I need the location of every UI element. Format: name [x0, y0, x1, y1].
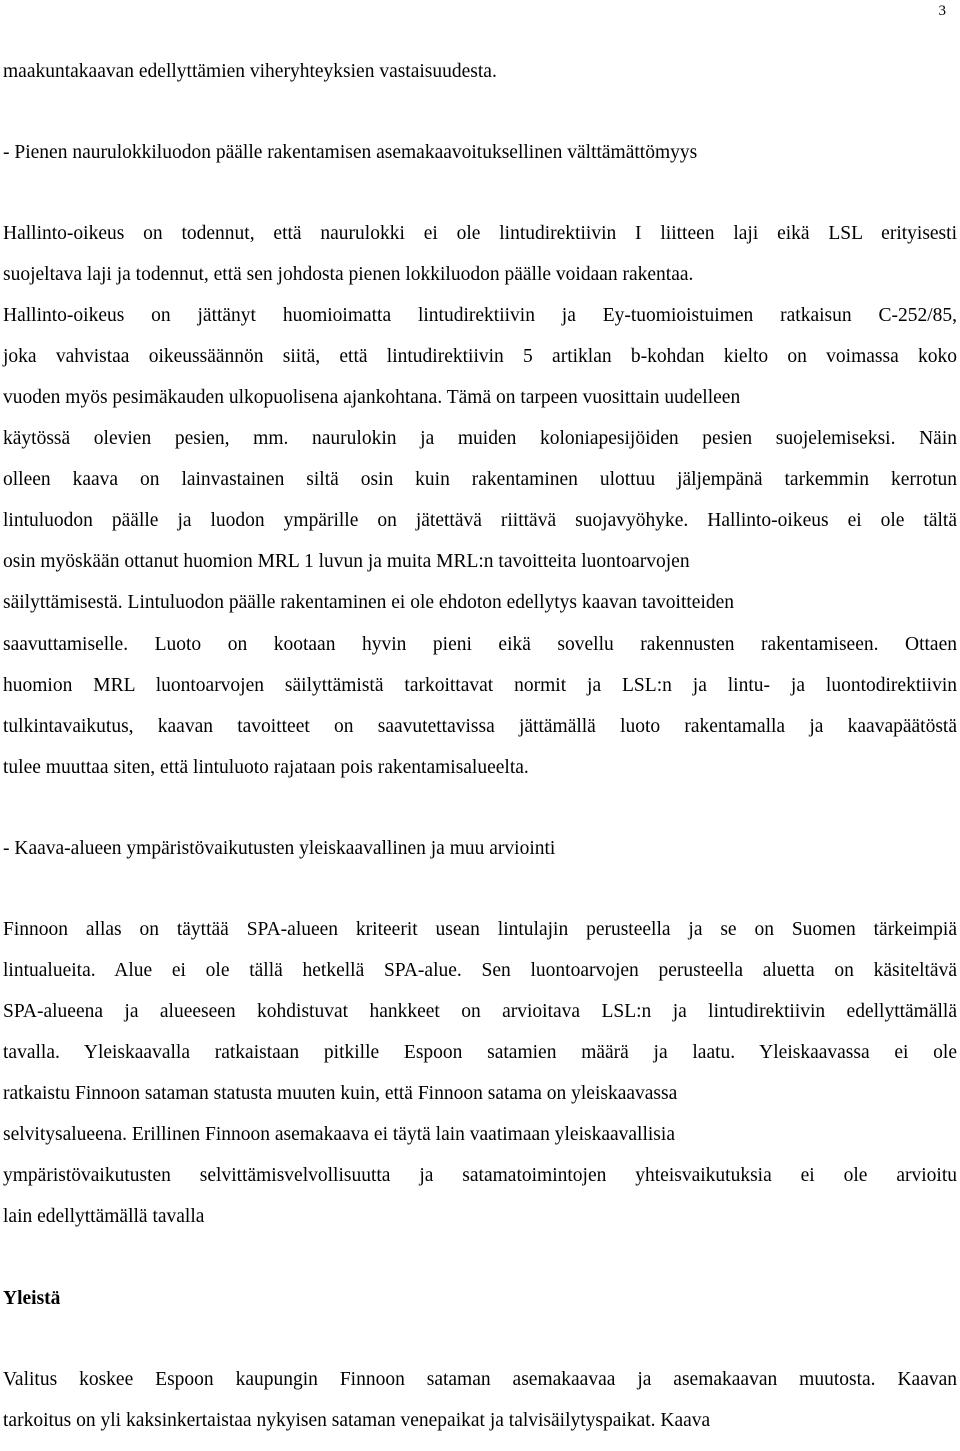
text-line: Valitus koskee Espoon kaupungin Finnoon sataman asemakaavaa ja asemakaavan muutosta. Kaavan [3, 1369, 957, 1390]
text-line: tavalla. Yleiskaavalla ratkaistaan pitkille Espoon satamien määrä ja laatu. Yleiskaavassa ei ole [3, 1042, 957, 1063]
text-line: Hallinto-oikeus on jättänyt huomioimatta lintudirektiivin ja Ey-tuomioistuimen ratkaisun C-252/85, [3, 305, 957, 326]
text-line: - Pienen naurulokkiluodon päälle rakentamisen asemakaavoituksellinen välttämättömyys [3, 142, 698, 163]
text-line: säilyttämisestä. Lintuluodon päälle rakentaminen ei ole ehdoton edellytys kaavan tavoitteiden [3, 592, 735, 613]
text-line: lintualueita. Alue ei ole tällä hetkellä SPA-alue. Sen luontoarvojen perusteella aluetta on käsiteltävä [3, 960, 957, 981]
text-line: maakuntakaavan edellyttämien viheryhteyksien vastaisuudesta. [3, 61, 497, 82]
text-line: SPA-alueena ja alueeseen kohdistuvat hankkeet on arvioitava LSL:n ja lintudirektiivin edellyttämällä [3, 1001, 957, 1022]
text-line: joka vahvistaa oikeussäännön siitä, että lintudirektiivin 5 artiklan b-kohdan kielto on voimassa koko [3, 346, 957, 367]
text-line: saavuttamiselle. Luoto on kootaan hyvin pieni eikä sovellu rakennusten rakentamiseen. Ottaen [3, 634, 957, 655]
page-number: 3 [938, 3, 946, 19]
text-line: selvitysalueena. Erillinen Finnoon asemakaava ei täytä lain vaatimaan yleiskaavallisia [3, 1124, 675, 1145]
text-line: lintuluodon päälle ja luodon ympärille on jätettävä riittävä suojavyöhyke. Hallinto-oikeus ei ole tältä [3, 510, 957, 531]
section-heading: Yleistä [3, 1288, 61, 1309]
text-line: suojeltava laji ja todennut, että sen johdosta pienen lokkiluodon päälle voidaan rakentaa. [3, 264, 694, 285]
text-line: osin myöskään ottanut huomion MRL 1 luvun ja muita MRL:n tavoitteita luontoarvojen [3, 551, 690, 572]
text-line: tulkintavaikutus, kaavan tavoitteet on saavutettavissa jättämällä luoto rakentamalla ja kaavapäätöstä [3, 716, 957, 737]
text-line: ympäristövaikutusten selvittämisvelvollisuutta ja satamatoimintojen yhteisvaikutuksia ei ole arvioitu [3, 1165, 957, 1186]
text-line: vuoden myös pesimäkauden ulkopuolisena ajankohtana. Tämä on tarpeen vuosittain uudelleen [3, 387, 741, 408]
text-line: lain edellyttämällä tavalla [3, 1206, 205, 1227]
text-line: käytössä olevien pesien, mm. naurulokin ja muiden koloniapesijöiden pesien suojelemiseksi. Näin [3, 428, 957, 449]
text-line: tarkoitus on yli kaksinkertaistaa nykyisen sataman venepaikat ja talvisäilytyspaikat. Kaava [3, 1410, 711, 1431]
text-line: - Kaava-alueen ympäristövaikutusten yleiskaavallinen ja muu arviointi [3, 838, 556, 859]
text-line: huomion MRL luontoarvojen säilyttämistä tarkoittavat normit ja LSL:n ja lintu- ja luontodirektiivin [3, 675, 957, 696]
text-line: ratkaistu Finnoon sataman statusta muuten kuin, että Finnoon satama on yleiskaavassa [3, 1083, 678, 1104]
text-line: Hallinto-oikeus on todennut, että naurulokki ei ole lintudirektiivin I liitteen laji eikä LSL erityisesti [3, 223, 957, 244]
text-line: tulee muuttaa siten, että lintuluoto rajataan pois rakentamisalueelta. [3, 757, 529, 778]
text-line: Finnoon allas on täyttää SPA-alueen kriteerit usean lintulajin perusteella ja se on Suomen tärkeimpiä [3, 919, 957, 940]
text-line: olleen kaava on lainvastainen siltä osin kuin rakentaminen ulottuu jäljempänä tarkemmin kerrotun [3, 469, 957, 490]
